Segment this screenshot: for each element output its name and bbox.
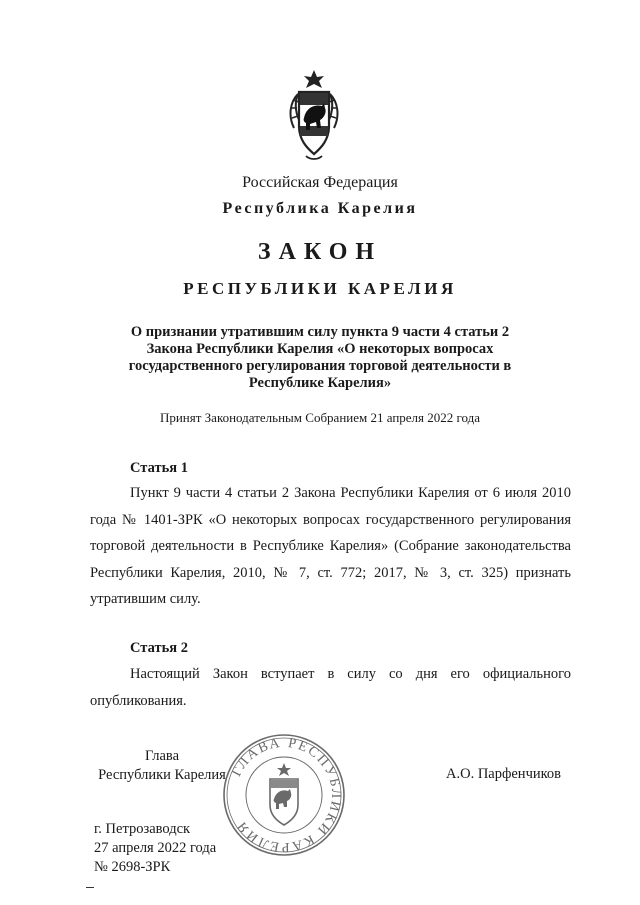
signatory-name: А.О. Парфенчиков [446, 766, 562, 782]
law-number: № 2698-ЗРК [94, 859, 171, 875]
article-2-text: Настоящий Закон вступает в силу со дня его официального опубликования. [90, 666, 571, 709]
law-title: ЗАКОН [257, 239, 383, 265]
article-1-text: Пункт 9 части 4 статьи 2 Закона Республики Карелия от 6 июля 2010 года № 1401-ЗРК «О некоторых вопросах государственного регулирования торговой деятельности в Республике Карелия» (Собрание законодательства Республики Карелия, 2010, № 7, ст. 772; 2017, № 3, ст. 325) признать утратившим силу. [90, 485, 571, 607]
seal-text: ГЛАВА РЕСПУБЛИКИ КАРЕЛИЯ [229, 735, 344, 855]
issue-details [94, 820, 216, 877]
republic-name: Республика Карелия [222, 200, 418, 217]
signatory-position [92, 747, 232, 785]
signatory-position-line1: Глава [144, 748, 180, 764]
issue-date: 27 апреля 2022 года [94, 840, 217, 856]
signatory-position-line2: Республики Карелия [98, 767, 226, 783]
article-1-heading: Статья 1 [130, 460, 188, 476]
karelia-coat-of-arms-icon [284, 68, 344, 164]
official-seal-icon [222, 733, 346, 857]
adoption-note: Принят Законодательным Собранием 21 апреля 2022 года [159, 410, 481, 425]
issue-place: г. Петрозаводск [94, 821, 191, 837]
country-name: Российская Федерация [242, 174, 398, 191]
page-mark [86, 887, 94, 888]
law-name: О признании утратившим силу пункта 9 части 4 статьи 2 Закона Республики Карелия «О некоторых вопросах государственного регулирования торговой деятельности в Республике Карелия» [128, 324, 512, 391]
law-subtitle: РЕСПУБЛИКИ КАРЕЛИЯ [183, 279, 457, 298]
article-2-heading: Статья 2 [130, 640, 188, 656]
